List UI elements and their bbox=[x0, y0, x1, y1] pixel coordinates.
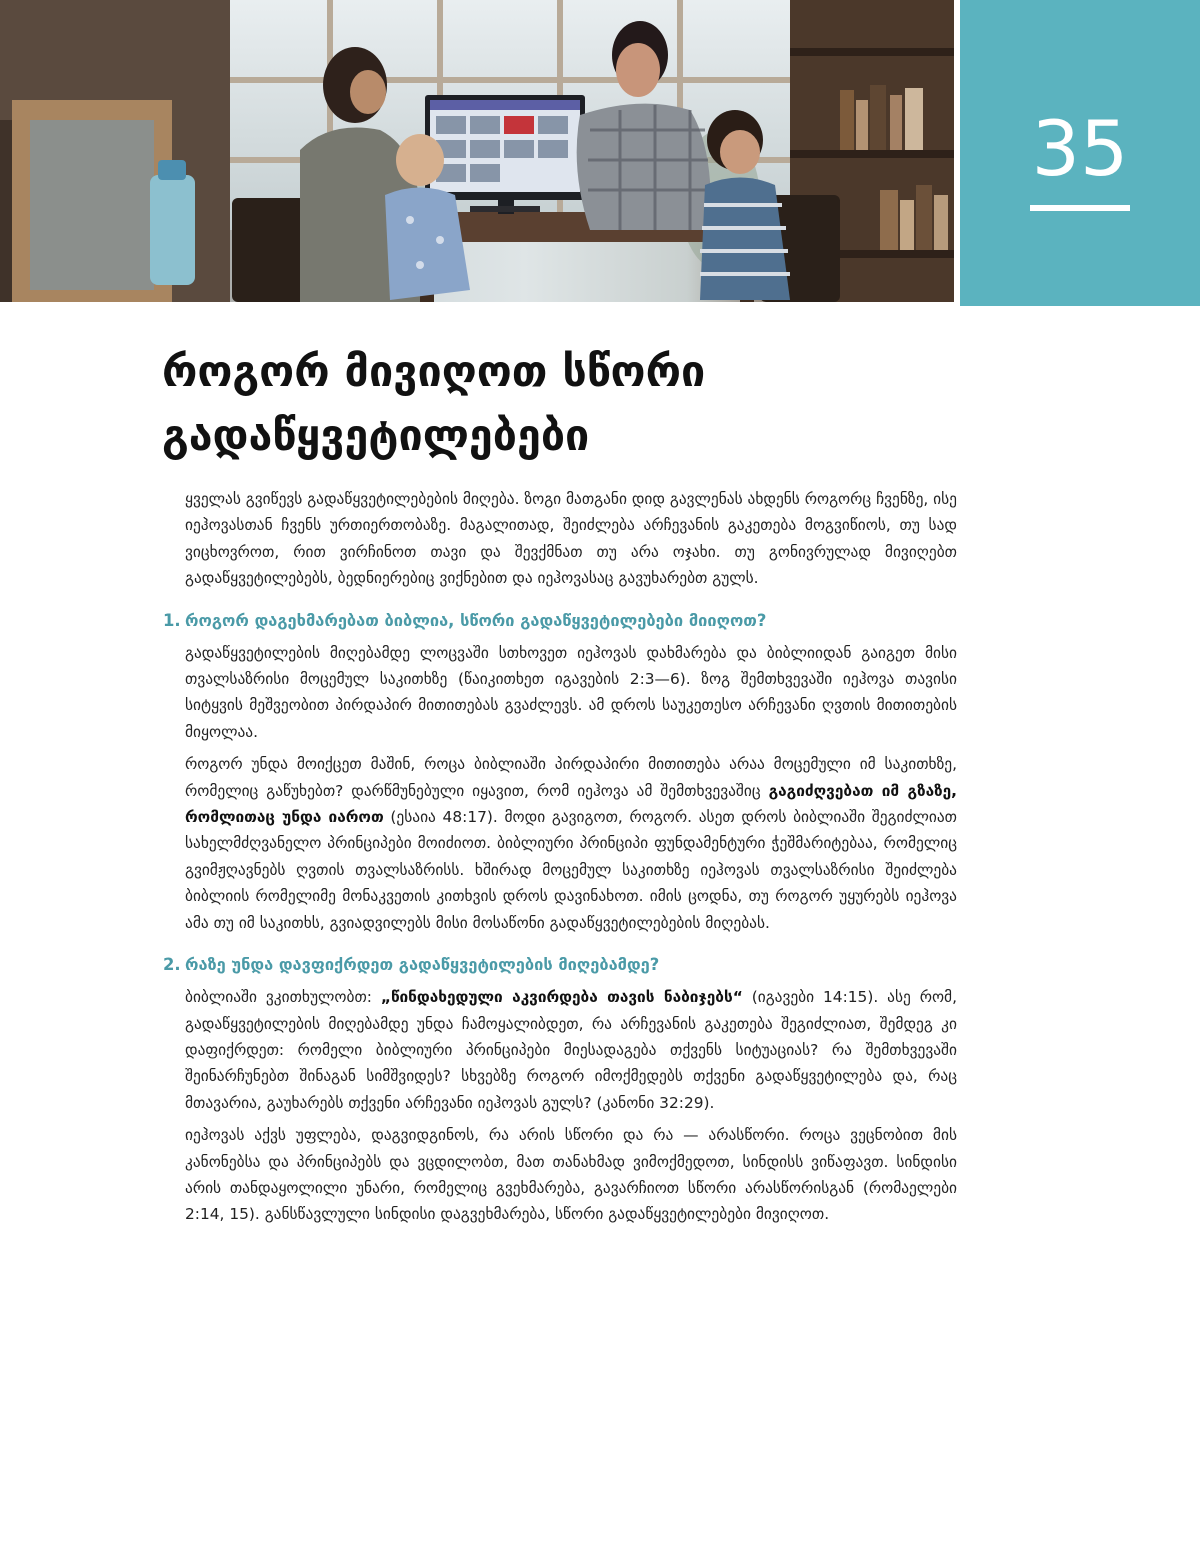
lesson-body bbox=[163, 486, 958, 1234]
lesson-number-tab bbox=[960, 0, 1200, 306]
section-2-paragraph-1-quote: „წინდახედული აკვირდება თავის ნაბიჯებს“ bbox=[380, 988, 743, 1007]
page-title: როგორ მივიღოთ სწორი გადაწყვეტილებები bbox=[162, 347, 706, 461]
header-photo bbox=[0, 0, 954, 302]
section-2-paragraph-1-text-start: ბიბლიაში ვკითხულობთ: bbox=[185, 988, 381, 1007]
lesson-number: 35 bbox=[1031, 104, 1129, 193]
section-2-paragraph-1-text-end: (იგავები 14:15). ასე რომ, გადაწყვეტილების მიღებამდე უნდა ჩამოყალიბდეთ, რა არჩევანის გაკეთება შეგიძლიათ, შემდეგ კი დაფიქრდეთ: რომელი ბიბლიური პრინციპები მიესადაგება თქვენს სიტუაციას? რა შემთხვევაში შეინარჩუნებთ შინაგან სიმშვიდეს? სხვებზე როგორ იმოქმედებს თქვენი გადაწყვეტილება და, რაც მთავარია, გაუხარებს თქვენი არჩევანი იეჰოვას გულს? (კანონი 32:29). bbox=[185, 988, 957, 1112]
section-1-paragraph-2-emphasis: გაგიძღვებათ იმ გზაზე, რომლითაც უნდა იაროთ bbox=[185, 781, 957, 827]
intro-paragraph: ყველას გვიწევს გადაწყვეტილებების მიღება. ზოგი მათგანი დიდ გავლენას ახდენს როგორც ჩვენზე, ისე იეჰოვასთან ჩვენს ურთიერთობაზე. მაგალითად, შეიძლება არჩევანის გაკეთება მოგვიწიოს, თუ სად ვიცხოვროთ, რით ვირჩინოთ თავი და შევქმნათ თუ არა ოჯახი. თუ გონივრულად მივიღებთ გადაწყვეტილებებს, ბედნიერებიც ვიქნებით და იეჰოვასაც გავუხარებთ გულს. bbox=[185, 490, 957, 588]
question-2-heading bbox=[163, 952, 957, 978]
question-2-text: რაზე უნდა დავფიქრდეთ გადაწყვეტილების მიღებამდე? bbox=[185, 955, 660, 975]
question-1-text: როგორ დაგეხმარებათ ბიბლია, სწორი გადაწყვეტილებები მიიღოთ? bbox=[185, 610, 767, 630]
section-1-paragraph-2-text-end: (ესაია 48:17). მოდი გავიგოთ, როგორ. ასეთ დროს ბიბლიაში შეგიძლიათ სახელმძღვანელო პრინციპები მოიძიოთ. ბიბლიური პრინციპი ფუნდამენტური ჭეშმარიტებაა, რომელიც გვიმჟღავნებს ღვთის თვალსაზრისს. ხშირად მოცემულ საკითხზე იეჰოვას თვალსაზრისი შეიძლება ბიბლიის რომელიმე მონაკვეთის კითხვის დროს დავინახოთ. იმის ცოდნა, თუ როგორ უყურებს იეჰოვა ამა თუ იმ საკითხს, გვიადვილებს მისი მოსაწონი გადაწყვეტილებების მიღებას. bbox=[185, 808, 958, 932]
section-1-paragraph-1: გადაწყვეტილების მიღებამდე ლოცვაში სთხოვეთ იეჰოვას დახმარება და ბიბლიიდან გაიგეთ მისი თვალსაზრისი მოცემულ საკითხზე (წაიკითხეთ იგავების 2:3—6). ზოგ შემთხვევაში იეჰოვა თავისი სიტყვის მეშვეობით პირდაპირ მითითებას გვაძლევს. ამ დროს საუკეთესო არჩევანი ღვთის მითითების მიყოლაა. bbox=[185, 643, 957, 741]
question-1-heading bbox=[163, 608, 957, 634]
lesson-number-underline bbox=[1030, 205, 1130, 211]
section-2-paragraph-1 bbox=[185, 984, 957, 1116]
question-1-number: 1. bbox=[163, 610, 181, 630]
section-1-paragraph-2-text-start: როგორ უნდა მოიქცეთ მაშინ, როცა ბიბლიაში პირდაპირი მითითება არაა მოცემული იმ საკითხზე, რომელიც გაწუხებთ? დარწმუნებული იყავით, რომ იეჰოვა ამ შემთხვევაშიც bbox=[185, 755, 957, 800]
section-2-paragraph-2: იეჰოვას აქვს უფლება, დაგვიდგინოს, რა არის სწორი და რა — არასწორი. როცა ვეცნობით მის კანონებსა და პრინციპებს და ვცდილობთ, მათ თანახმად ვიმოქმედოთ, სინდისს ვიწაფავთ. სინდისი არის თანდაყოლილი უნარი, რომელიც გვეხმარება, გავარჩიოთ სწორი არასწორისგან (რომაელები 2:14, 15). განსწავლული სინდისი დაგვეხმარება, სწორი გადაწყვეტილებები მივიღოთ. bbox=[185, 1126, 957, 1224]
question-2-number: 2. bbox=[163, 955, 181, 975]
section-1-paragraph-2 bbox=[185, 751, 957, 936]
family-at-computer-illustration bbox=[0, 0, 954, 302]
